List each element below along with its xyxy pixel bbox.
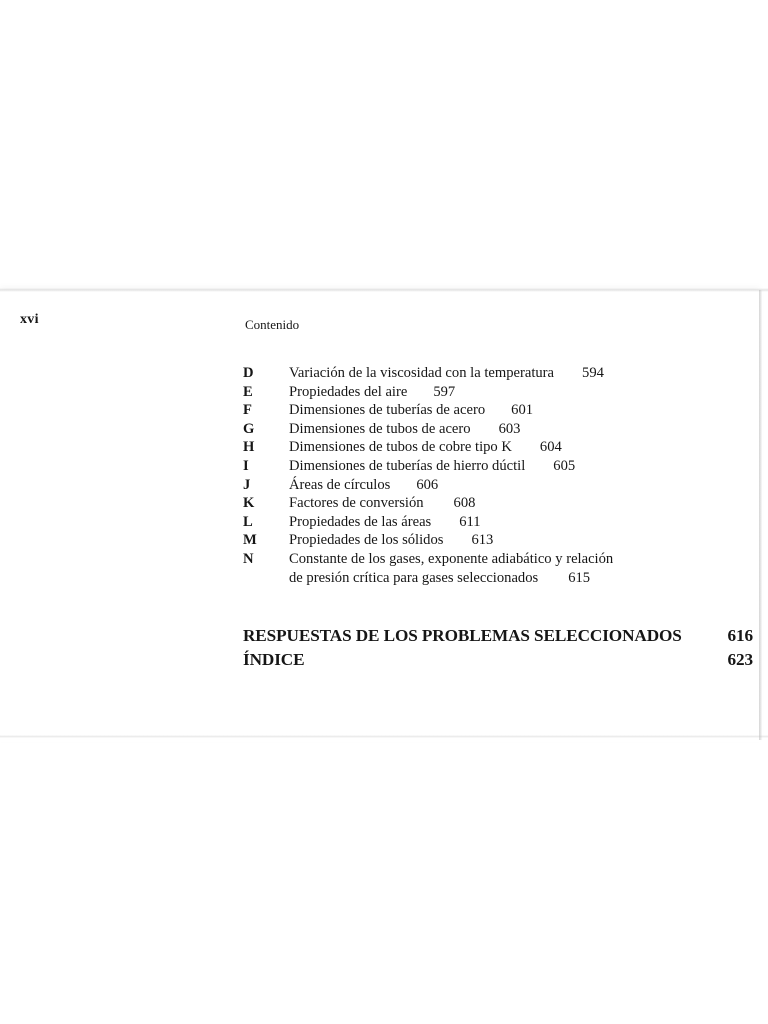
toc-entry-appendix-i[interactable] — [243, 457, 663, 476]
appendix-entry-text — [289, 364, 663, 383]
appendix-entry-text — [289, 420, 663, 439]
appendix-letter: N — [243, 550, 254, 567]
appendix-entry-text — [289, 513, 663, 532]
appendix-entry-text — [289, 531, 663, 550]
appendix-entry-text — [289, 550, 663, 587]
appendix-page-number: 597 — [433, 383, 456, 400]
appendix-title: Dimensiones de tubos de acero — [289, 420, 471, 437]
page-bottom-edge — [0, 735, 768, 738]
appendix-page-number: 613 — [471, 532, 494, 549]
appendix-letter: M — [243, 532, 257, 549]
appendix-title: Factores de conversión — [289, 495, 424, 512]
toc-entry-appendix-h[interactable] — [243, 438, 663, 457]
appendix-entry-text — [289, 438, 663, 457]
backmatter-title: ÍNDICE — [243, 650, 305, 669]
appendix-title: Áreas de círculos — [289, 476, 391, 493]
appendix-entry-text — [289, 476, 663, 495]
appendix-page-number: 594 — [582, 365, 604, 381]
backmatter-title: RESPUESTAS DE LOS PROBLEMAS SELECCIONADOS — [243, 626, 682, 645]
toc-entry-appendix-g[interactable] — [243, 420, 663, 439]
appendix-letter: L — [243, 513, 253, 530]
appendix-title: Constante de los gases, exponente adiabático y relación — [289, 550, 614, 567]
appendix-title: Variación de la viscosidad con la temperatura — [289, 365, 555, 381]
toc-entry-appendix-f[interactable] — [243, 401, 663, 420]
appendix-entry-text — [289, 494, 663, 513]
backmatter-page-number: 623 — [727, 650, 753, 669]
appendix-page-number: 606 — [416, 476, 439, 493]
appendix-page-number: 605 — [553, 457, 576, 474]
toc-entry-index[interactable] — [243, 648, 753, 672]
appendix-list — [243, 364, 663, 587]
page-top-edge — [0, 288, 768, 292]
appendix-title: Propiedades de las áreas — [289, 513, 432, 530]
toc-entry-appendix-j[interactable] — [243, 476, 663, 495]
appendix-title: Propiedades de los sólidos — [289, 532, 444, 549]
appendix-title: Dimensiones de tuberías de acero — [289, 402, 486, 419]
appendix-letter: J — [243, 476, 251, 493]
toc-entry-appendix-l[interactable] — [243, 513, 663, 532]
page-right-edge — [759, 290, 762, 740]
appendix-page-number: 611 — [459, 513, 481, 530]
appendix-page-number: 603 — [498, 420, 521, 437]
appendix-letter: G — [243, 420, 255, 437]
toc-entry-appendix-n[interactable] — [243, 550, 663, 587]
appendix-page-number: 601 — [511, 402, 534, 419]
toc-entry-appendix-k[interactable] — [243, 494, 663, 513]
appendix-letter: F — [243, 402, 252, 419]
appendix-title: Dimensiones de tubos de cobre tipo K — [289, 439, 512, 456]
appendix-letter: D — [243, 365, 254, 381]
backmatter-page-number: 616 — [727, 626, 753, 645]
appendix-entry-text — [289, 401, 663, 420]
running-head: Contenido — [245, 317, 300, 332]
appendix-letter: I — [243, 457, 249, 474]
appendix-entry-text — [289, 383, 663, 402]
appendix-letter: K — [243, 495, 255, 512]
appendix-page-number: 608 — [453, 495, 476, 512]
toc-entry-appendix-m[interactable] — [243, 531, 663, 550]
toc-entry-appendix-d[interactable] — [243, 364, 663, 383]
appendix-letter: H — [243, 439, 255, 456]
appendix-page-number: 604 — [539, 439, 562, 456]
appendix-title-continued — [289, 569, 663, 588]
appendix-entry-text — [289, 457, 663, 476]
appendix-title-line2: de presión crítica para gases seleccionados — [289, 569, 539, 586]
backmatter-list — [243, 624, 753, 672]
appendix-title: Dimensiones de tuberías de hierro dúctil — [289, 457, 526, 474]
page-number: xvi — [20, 312, 39, 327]
toc-entry-appendix-e[interactable] — [243, 383, 663, 402]
appendix-letter: E — [243, 383, 253, 400]
appendix-page-number: 615 — [568, 569, 591, 586]
toc-entry-answers[interactable] — [243, 624, 753, 648]
appendix-title: Propiedades del aire — [289, 383, 408, 400]
